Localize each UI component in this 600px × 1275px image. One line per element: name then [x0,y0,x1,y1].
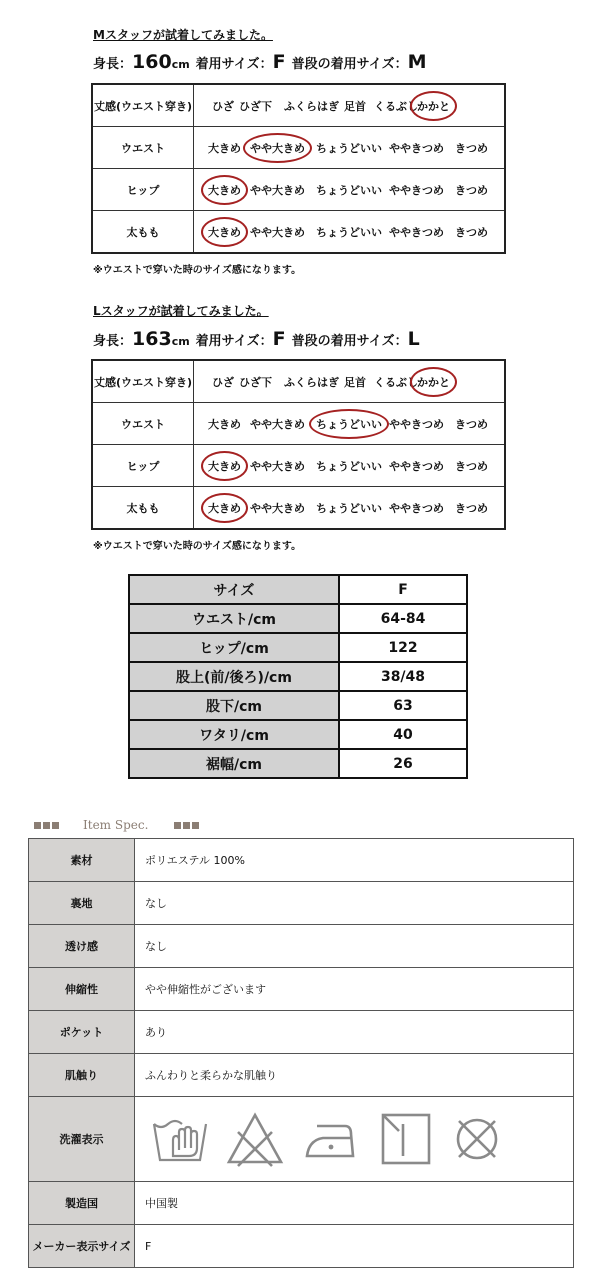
worn-size-label: 着用サイズ： [195,334,273,349]
fit-row-label: 太もも [92,211,194,254]
fit-option: ややきつめ [389,502,444,515]
fit-option: ちょうどいい [316,502,382,515]
staff-spec-line [93,51,427,73]
fit-option: ちょうどいい [316,226,382,239]
spec-value: ふんわりと柔らかな肌触り [135,1054,574,1097]
spec-value: F [135,1225,574,1268]
fit-row-label: ヒップ [92,445,194,487]
size-key: ヒップ/cm [129,633,339,662]
fit-option-selected: 大きめ [201,493,248,523]
fit-option: ひざ下 [239,100,272,113]
worn-size-label: 着用サイズ： [195,57,273,72]
fit-option: 大きめ [208,418,241,431]
size-value: 64-84 [339,604,467,633]
spec-key: 肌触り [29,1054,135,1097]
spec-key: 素材 [29,839,135,882]
fit-option: 足首 [344,100,366,113]
fit-option: ややきつめ [389,460,444,473]
item-spec-table [28,838,574,1268]
size-table [128,574,468,779]
fit-option-selected: かかと [410,91,457,121]
no-tumble-dry-icon [449,1110,505,1168]
low-iron-icon [301,1110,361,1168]
spec-value: 中国製 [135,1182,574,1225]
square-icon [183,822,190,829]
fit-options [194,169,504,210]
height-label: 身長： [93,334,133,349]
fit-option: ちょうどいい [316,184,382,197]
spec-key: メーカー表示サイズ [29,1225,135,1268]
care-row [29,1097,574,1182]
fit-option: 足首 [344,376,366,389]
fit-option: ややきつめ [389,418,444,431]
fit-row-label: 丈感(ウエスト穿き) [92,360,194,403]
item-spec-title: Item Spec. [83,818,149,832]
spec-row [29,839,574,882]
size-row [129,633,467,662]
usual-size-value: L [407,328,420,350]
usual-size-label: 普段の着用サイズ： [291,334,408,349]
fit-option: やや大きめ [250,184,305,197]
spec-row [29,1225,574,1268]
fit-option: ひざ [212,100,234,113]
spec-value: あり [135,1011,574,1054]
size-key: ウエスト/cm [129,604,339,633]
fit-option: ひざ下 [239,376,272,389]
square-icon [34,822,41,829]
hand-wash-icon [151,1110,209,1168]
fit-option: やや大きめ [250,460,305,473]
size-row [129,604,467,633]
height-unit: cm [171,335,190,348]
fit-option-selected: かかと [410,367,457,397]
fit-row-label: 丈感(ウエスト穿き) [92,84,194,127]
fit-option-selected: やや大きめ [243,133,312,163]
fit-option: やや大きめ [250,226,305,239]
spec-row [29,1054,574,1097]
spec-key: 製造国 [29,1182,135,1225]
fit-option: ふくらはぎ [284,100,339,113]
fit-note: ※ウエストで穿いた時のサイズ感になります。 [93,265,302,276]
size-key: 裾幅/cm [129,749,339,778]
fit-option-selected: ちょうどいい [309,409,389,439]
fit-table [91,83,506,254]
fit-row-label: 太もも [92,487,194,530]
drip-dry-shade-icon [377,1110,433,1168]
height-unit: cm [171,58,190,71]
fit-options [194,445,504,486]
fit-options [194,403,504,444]
fit-option: ちょうどいい [316,460,382,473]
spec-key: 伸縮性 [29,968,135,1011]
fit-option: ひざ [212,376,234,389]
size-row [129,691,467,720]
fit-option-selected: 大きめ [201,451,248,481]
spec-value: なし [135,925,574,968]
fit-option: ややきつめ [389,226,444,239]
size-table-header [129,575,467,604]
fit-option: きつめ [455,460,488,473]
size-value: 63 [339,691,467,720]
spec-key: ポケット [29,1011,135,1054]
size-key: 股上(前/後ろ)/cm [129,662,339,691]
spec-row [29,882,574,925]
fit-note: ※ウエストで穿いた時のサイズ感になります。 [93,541,302,552]
spec-row [29,1011,574,1054]
fit-option-selected: 大きめ [201,217,248,247]
fit-option: ややきつめ [389,142,444,155]
size-key: 股下/cm [129,691,339,720]
size-value: 40 [339,720,467,749]
fit-option: やや大きめ [250,418,305,431]
worn-size-value: F [272,328,286,350]
size-value: 122 [339,633,467,662]
size-value: 26 [339,749,467,778]
spec-row [29,1182,574,1225]
fit-option-selected: 大きめ [201,175,248,205]
fit-option: くるぶし [374,100,418,113]
square-icon [174,822,181,829]
item-spec-heading [34,816,201,834]
height-value: 160 [132,51,172,73]
fit-row-label: ウエスト [92,403,194,445]
size-row [129,662,467,691]
spec-key: 裏地 [29,882,135,925]
fitting-title: Mスタッフが試着してみました。 [93,28,273,42]
size-row [129,749,467,778]
worn-size-value: F [272,51,286,73]
spec-value: やや伸縮性がございます [135,968,574,1011]
fit-option: 大きめ [208,142,241,155]
spec-value: なし [135,882,574,925]
square-icon [52,822,59,829]
spec-row [29,925,574,968]
fit-option: やや大きめ [250,502,305,515]
fit-option: くるぶし [374,376,418,389]
height-value: 163 [132,328,172,350]
square-icon [192,822,199,829]
size-header-label: サイズ [129,575,339,604]
spec-key: 透け感 [29,925,135,968]
care-icons [135,1097,574,1182]
size-row [129,720,467,749]
fit-option: ややきつめ [389,184,444,197]
spec-value: ポリエステル 100% [135,839,574,882]
fit-option: きつめ [455,142,488,155]
usual-size-value: M [407,51,427,73]
fit-option: きつめ [455,184,488,197]
size-key: ワタリ/cm [129,720,339,749]
fit-options [194,361,504,402]
fit-row-label: ウエスト [92,127,194,169]
fit-options [194,211,504,252]
size-header-value: F [339,575,467,604]
height-label: 身長： [93,57,133,72]
fit-options [194,487,504,528]
fit-table [91,359,506,530]
spec-row [29,968,574,1011]
fit-option: きつめ [455,226,488,239]
square-icon [43,822,50,829]
fit-options [194,127,504,168]
fitting-title: Lスタッフが試着してみました。 [93,304,269,318]
usual-size-label: 普段の着用サイズ： [291,57,408,72]
care-label: 洗濯表示 [29,1097,135,1182]
fit-options [194,85,504,126]
fit-option: きつめ [455,418,488,431]
size-value: 38/48 [339,662,467,691]
no-bleach-icon [225,1110,285,1168]
fit-row-label: ヒップ [92,169,194,211]
staff-spec-line [93,328,420,350]
fit-option: ちょうどいい [316,142,382,155]
fit-option: きつめ [455,502,488,515]
fit-option: ふくらはぎ [284,376,339,389]
